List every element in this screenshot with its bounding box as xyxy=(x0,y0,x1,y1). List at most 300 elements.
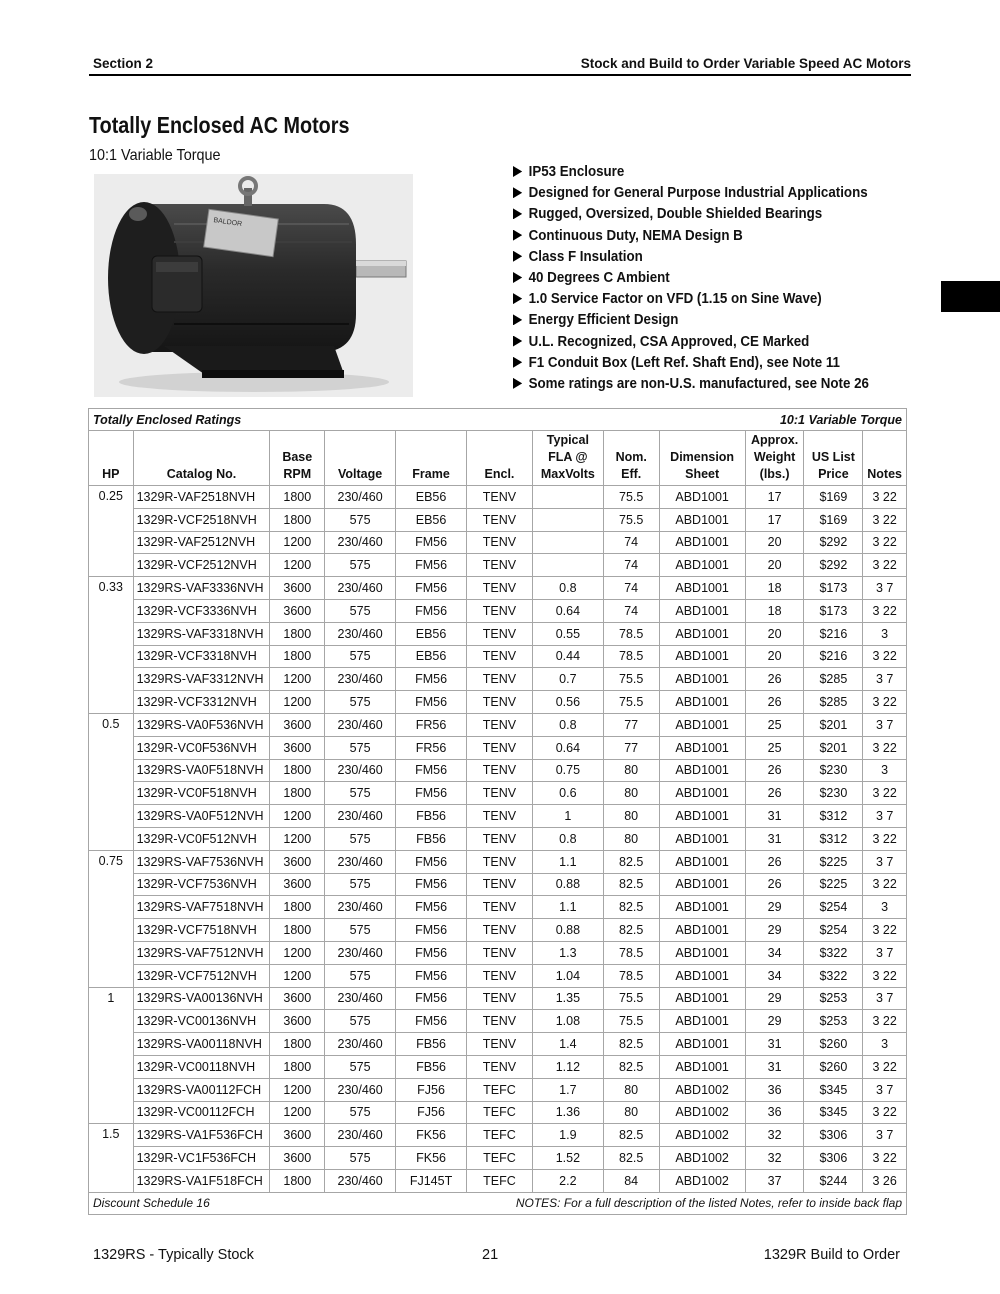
table-cell: ABD1001 xyxy=(659,919,745,942)
table-cell: ABD1001 xyxy=(659,508,745,531)
table-cell: 1800 xyxy=(270,896,325,919)
table-cell xyxy=(532,531,603,554)
table-cell: 3600 xyxy=(270,736,325,759)
table-cell: 3600 xyxy=(270,873,325,896)
feature-item: 1.0 Service Factor on VFD (1.15 on Sine Wave) xyxy=(513,289,869,310)
table-cell: ABD1001 xyxy=(659,873,745,896)
table-cell: $253 xyxy=(804,987,863,1010)
feature-item: F1 Conduit Box (Left Ref. Shaft End), see Note 11 xyxy=(513,353,869,374)
table-cell: 1329R-VAF2512NVH xyxy=(133,531,270,554)
table-cell: $244 xyxy=(804,1169,863,1192)
table-cell: 31 xyxy=(745,1033,804,1056)
table-cell: 17 xyxy=(745,508,804,531)
table-cell: 3600 xyxy=(270,713,325,736)
table-cell: 1800 xyxy=(270,1055,325,1078)
table-row xyxy=(89,645,907,668)
table-body xyxy=(89,486,907,1193)
table-cell: 1329R-VCF2518NVH xyxy=(133,508,270,531)
table-cell: 82.5 xyxy=(603,1147,659,1170)
table-cell: 31 xyxy=(745,827,804,850)
table-cell: 1800 xyxy=(270,1033,325,1056)
table-cell: 77 xyxy=(603,713,659,736)
table-cell: 1.4 xyxy=(532,1033,603,1056)
table-cell: 1329RS-VA1F518FCH xyxy=(133,1169,270,1192)
table-cell: 18 xyxy=(745,599,804,622)
table-cell: 0.56 xyxy=(532,691,603,714)
table-row xyxy=(89,850,907,873)
table-cell: 32 xyxy=(745,1147,804,1170)
table-cell: 1.1 xyxy=(532,896,603,919)
table-cell: ABD1001 xyxy=(659,805,745,828)
table-cell: ABD1001 xyxy=(659,782,745,805)
table-cell: 80 xyxy=(603,759,659,782)
column-header: Encl. xyxy=(467,431,533,486)
table-cell: $201 xyxy=(804,736,863,759)
table-row xyxy=(89,713,907,736)
table-cell: TENV xyxy=(467,987,533,1010)
table-cell: FM56 xyxy=(396,554,467,577)
table-row xyxy=(89,919,907,942)
table-cell: TENV xyxy=(467,919,533,942)
table-cell: 74 xyxy=(603,577,659,600)
feature-item: 40 Degrees C Ambient xyxy=(513,268,869,289)
table-footer-row xyxy=(89,1192,907,1214)
table-cell: 230/460 xyxy=(325,486,396,509)
table-cell: FM56 xyxy=(396,599,467,622)
column-header: Voltage xyxy=(325,431,396,486)
table-cell: EB56 xyxy=(396,486,467,509)
column-header: Nom. Eff. xyxy=(603,431,659,486)
table-cell: 1200 xyxy=(270,964,325,987)
table-cell: 80 xyxy=(603,827,659,850)
table-cell: 78.5 xyxy=(603,645,659,668)
table-cell: 1329RS-VA00118NVH xyxy=(133,1033,270,1056)
table-cell: 1200 xyxy=(270,1101,325,1124)
table-row xyxy=(89,622,907,645)
table-row xyxy=(89,1124,907,1147)
ratings-table xyxy=(88,408,907,1215)
table-cell: 230/460 xyxy=(325,1078,396,1101)
table-cell: 1329R-VCF3336NVH xyxy=(133,599,270,622)
table-row xyxy=(89,736,907,759)
table-cell: 575 xyxy=(325,645,396,668)
table-cell: 1.9 xyxy=(532,1124,603,1147)
table-cell: 20 xyxy=(745,531,804,554)
table-cell: FR56 xyxy=(396,736,467,759)
bullet-icon xyxy=(513,208,522,219)
table-cell: 1329RS-VA00112FCH xyxy=(133,1078,270,1101)
table-cell: 1329RS-VA0F518NVH xyxy=(133,759,270,782)
table-cell: 230/460 xyxy=(325,1033,396,1056)
table-cell: 3 7 xyxy=(863,668,907,691)
table-cell: 75.5 xyxy=(603,987,659,1010)
table-row xyxy=(89,1147,907,1170)
table-cell: $216 xyxy=(804,645,863,668)
table-cell: TENV xyxy=(467,759,533,782)
table-cell: $322 xyxy=(804,964,863,987)
section-label: Section 2 xyxy=(93,56,154,71)
table-cell: 1329R-VCF7536NVH xyxy=(133,873,270,896)
notes-reference: NOTES: For a full description of the listed Notes, refer to inside back flap xyxy=(515,1196,902,1211)
column-header: Catalog No. xyxy=(133,431,270,486)
table-cell: TEFC xyxy=(467,1078,533,1101)
table-cell: TENV xyxy=(467,531,533,554)
table-cell: 1329R-VCF7512NVH xyxy=(133,964,270,987)
table-cell: 84 xyxy=(603,1169,659,1192)
table-cell: FJ56 xyxy=(396,1101,467,1124)
table-cell: 1200 xyxy=(270,691,325,714)
page-title: Totally Enclosed AC Motors xyxy=(89,112,350,138)
table-cell: 3 7 xyxy=(863,1124,907,1147)
table-cell: $260 xyxy=(804,1033,863,1056)
table-cell: ABD1001 xyxy=(659,645,745,668)
table-cell: 0.55 xyxy=(532,622,603,645)
table-cell: ABD1001 xyxy=(659,1033,745,1056)
table-cell: 230/460 xyxy=(325,668,396,691)
feature-item: Continuous Duty, NEMA Design B xyxy=(513,226,869,247)
table-row xyxy=(89,1101,907,1124)
table-cell: 82.5 xyxy=(603,1055,659,1078)
table-cell: TENV xyxy=(467,713,533,736)
table-cell: 1329RS-VA0F536NVH xyxy=(133,713,270,736)
table-cell: 31 xyxy=(745,805,804,828)
table-cell: FR56 xyxy=(396,713,467,736)
table-cell: 26 xyxy=(745,759,804,782)
bullet-icon xyxy=(513,251,522,262)
table-row xyxy=(89,805,907,828)
table-cell: 575 xyxy=(325,736,396,759)
table-cell: 1800 xyxy=(270,622,325,645)
table-cell: 3 7 xyxy=(863,850,907,873)
table-cell: 3 xyxy=(863,759,907,782)
table-cell: TENV xyxy=(467,941,533,964)
table-cell: FM56 xyxy=(396,850,467,873)
table-cell: 0.8 xyxy=(532,827,603,850)
table-cell: 80 xyxy=(603,1101,659,1124)
table-cell: FK56 xyxy=(396,1124,467,1147)
table-cell: 1800 xyxy=(270,1169,325,1192)
table-cell: 78.5 xyxy=(603,941,659,964)
table-cell: ABD1001 xyxy=(659,941,745,964)
table-cell: FJ145T xyxy=(396,1169,467,1192)
table-cell: FB56 xyxy=(396,827,467,850)
table-cell: 18 xyxy=(745,577,804,600)
motor-illustration xyxy=(94,174,413,397)
table-cell: 3 22 xyxy=(863,486,907,509)
table-cell: 1200 xyxy=(270,554,325,577)
table-cell: 575 xyxy=(325,1101,396,1124)
table-cell: ABD1001 xyxy=(659,691,745,714)
table-cell: 1329R-VCF2512NVH xyxy=(133,554,270,577)
table-cell: 78.5 xyxy=(603,622,659,645)
table-cell: 32 xyxy=(745,1124,804,1147)
table-row xyxy=(89,1010,907,1033)
table-cell: 1329R-VC0F518NVH xyxy=(133,782,270,805)
table-cell: 3 22 xyxy=(863,554,907,577)
table-cell: FM56 xyxy=(396,759,467,782)
table-cell: $230 xyxy=(804,759,863,782)
table-cell: TENV xyxy=(467,645,533,668)
table-cell: 3 7 xyxy=(863,713,907,736)
column-header: Dimension Sheet xyxy=(659,431,745,486)
table-cell xyxy=(532,508,603,531)
table-cell: 1800 xyxy=(270,759,325,782)
table-cell: 3600 xyxy=(270,987,325,1010)
table-cell: 20 xyxy=(745,645,804,668)
table-cell: FM56 xyxy=(396,668,467,691)
bullet-icon xyxy=(513,272,522,283)
table-cell: $292 xyxy=(804,531,863,554)
table-cell: 3600 xyxy=(270,1010,325,1033)
table-cell: 230/460 xyxy=(325,941,396,964)
table-cell: ABD1001 xyxy=(659,759,745,782)
table-header-row xyxy=(89,431,907,486)
table-cell: TENV xyxy=(467,554,533,577)
table-cell: FK56 xyxy=(396,1147,467,1170)
table-cell: 26 xyxy=(745,850,804,873)
table-cell: ABD1001 xyxy=(659,850,745,873)
table-cell: 0.64 xyxy=(532,736,603,759)
table-cell: ABD1001 xyxy=(659,736,745,759)
table-cell: FB56 xyxy=(396,1033,467,1056)
table-cell: 3 7 xyxy=(863,577,907,600)
table-cell: ABD1002 xyxy=(659,1078,745,1101)
table-cell: 3 22 xyxy=(863,1010,907,1033)
table-cell: TENV xyxy=(467,896,533,919)
table-cell: 230/460 xyxy=(325,713,396,736)
table-cell: $254 xyxy=(804,919,863,942)
table-cell: 1329RS-VAF7512NVH xyxy=(133,941,270,964)
table-row xyxy=(89,759,907,782)
table-cell: 1.36 xyxy=(532,1101,603,1124)
table-cell: 1329R-VC00136NVH xyxy=(133,1010,270,1033)
table-row xyxy=(89,577,907,600)
table-cell: 575 xyxy=(325,782,396,805)
table-cell: 575 xyxy=(325,827,396,850)
table-cell: $230 xyxy=(804,782,863,805)
table-row xyxy=(89,1078,907,1101)
table-cell: TENV xyxy=(467,622,533,645)
table-cell: 230/460 xyxy=(325,896,396,919)
table-cell: 1329RS-VA1F536FCH xyxy=(133,1124,270,1147)
table-cell: 2.2 xyxy=(532,1169,603,1192)
table-cell: ABD1001 xyxy=(659,1010,745,1033)
table-caption-row xyxy=(89,409,907,431)
table-cell: $254 xyxy=(804,896,863,919)
table-cell: TENV xyxy=(467,782,533,805)
table-cell: 3600 xyxy=(270,1147,325,1170)
table-cell: 3 xyxy=(863,1033,907,1056)
table-cell: 575 xyxy=(325,964,396,987)
table-cell: 1800 xyxy=(270,782,325,805)
table-cell: 3 22 xyxy=(863,782,907,805)
column-header: Typical FLA @ MaxVolts xyxy=(532,431,603,486)
hp-cell: 0.33 xyxy=(89,577,134,714)
table-cell: TENV xyxy=(467,1055,533,1078)
column-header: Notes xyxy=(863,431,907,486)
table-cell: 0.44 xyxy=(532,645,603,668)
table-cell: FB56 xyxy=(396,805,467,828)
table-cell: 1329R-VCF3312NVH xyxy=(133,691,270,714)
table-row xyxy=(89,1055,907,1078)
section-title: Stock and Build to Order Variable Speed AC Motors xyxy=(580,56,911,71)
table-cell: TENV xyxy=(467,691,533,714)
table-cell: $345 xyxy=(804,1078,863,1101)
table-cell: FM56 xyxy=(396,1010,467,1033)
table-cell: 26 xyxy=(745,782,804,805)
table-cell: 75.5 xyxy=(603,691,659,714)
table-cell: ABD1001 xyxy=(659,554,745,577)
page-subtitle: 10:1 Variable Torque xyxy=(89,147,221,164)
table-cell: 3 22 xyxy=(863,1147,907,1170)
table-cell: 3 7 xyxy=(863,941,907,964)
table-cell: 34 xyxy=(745,941,804,964)
table-cell: 75.5 xyxy=(603,668,659,691)
table-row xyxy=(89,1033,907,1056)
table-cell: 74 xyxy=(603,531,659,554)
table-cell: 575 xyxy=(325,873,396,896)
page-number: 21 xyxy=(482,1247,499,1263)
table-cell: TENV xyxy=(467,850,533,873)
table-cell: 230/460 xyxy=(325,850,396,873)
table-cell: 575 xyxy=(325,1055,396,1078)
table-cell: 575 xyxy=(325,554,396,577)
table-cell: 75.5 xyxy=(603,1010,659,1033)
table-cell: $306 xyxy=(804,1147,863,1170)
table-cell: 80 xyxy=(603,1078,659,1101)
table-cell: $173 xyxy=(804,577,863,600)
table-cell: ABD1001 xyxy=(659,896,745,919)
table-cell: 3600 xyxy=(270,577,325,600)
bullet-icon xyxy=(513,336,522,347)
table-cell: FM56 xyxy=(396,782,467,805)
table-cell: 1329R-VC0F536NVH xyxy=(133,736,270,759)
table-cell: 82.5 xyxy=(603,850,659,873)
table-cell: 230/460 xyxy=(325,1124,396,1147)
footer-stock-label: 1329RS - Typically Stock xyxy=(93,1247,254,1263)
table-cell: 1329R-VAF2518NVH xyxy=(133,486,270,509)
table-cell: 3 22 xyxy=(863,964,907,987)
table-cell: 3 22 xyxy=(863,736,907,759)
bullet-icon xyxy=(513,378,522,389)
table-cell: 29 xyxy=(745,919,804,942)
table-cell: TENV xyxy=(467,486,533,509)
table-cell: 75.5 xyxy=(603,508,659,531)
table-cell: 20 xyxy=(745,554,804,577)
table-cell: 3 22 xyxy=(863,531,907,554)
table-cell: FJ56 xyxy=(396,1078,467,1101)
feature-item: Some ratings are non-U.S. manufactured, see Note 26 xyxy=(513,374,869,395)
table-cell: ABD1002 xyxy=(659,1124,745,1147)
table-cell: 1.35 xyxy=(532,987,603,1010)
hp-cell: 0.5 xyxy=(89,713,134,850)
table-cell: ABD1001 xyxy=(659,1055,745,1078)
table-cell: 1.08 xyxy=(532,1010,603,1033)
table-cell: TENV xyxy=(467,964,533,987)
table-cell: 3 7 xyxy=(863,805,907,828)
footer-build-label: 1329R Build to Order xyxy=(763,1247,900,1263)
table-cell: $285 xyxy=(804,691,863,714)
table-cell: FM56 xyxy=(396,577,467,600)
table-cell: 82.5 xyxy=(603,896,659,919)
table-cell: EB56 xyxy=(396,645,467,668)
table-cell: 0.88 xyxy=(532,873,603,896)
table-cell: 1200 xyxy=(270,1078,325,1101)
table-cell: 74 xyxy=(603,599,659,622)
bullet-icon xyxy=(513,230,522,241)
table-cell xyxy=(532,554,603,577)
table-cell: TEFC xyxy=(467,1169,533,1192)
column-header: Frame xyxy=(396,431,467,486)
discount-schedule: Discount Schedule 16 xyxy=(93,1196,210,1211)
column-header: HP xyxy=(89,431,134,486)
table-cell: 80 xyxy=(603,782,659,805)
table-cell: TENV xyxy=(467,508,533,531)
column-header: Base RPM xyxy=(270,431,325,486)
table-cell: 3 xyxy=(863,622,907,645)
page-header xyxy=(89,54,911,76)
table-cell: 1800 xyxy=(270,486,325,509)
table-cell: 3 26 xyxy=(863,1169,907,1192)
table-cell: 1329R-VC00112FCH xyxy=(133,1101,270,1124)
table-cell: 575 xyxy=(325,1010,396,1033)
table-cell: 29 xyxy=(745,1010,804,1033)
table-cell: ABD1001 xyxy=(659,668,745,691)
table-cell: 575 xyxy=(325,919,396,942)
table-cell: $201 xyxy=(804,713,863,736)
table-cell: 230/460 xyxy=(325,759,396,782)
table-cell: TENV xyxy=(467,599,533,622)
table-cell: TENV xyxy=(467,805,533,828)
table-cell: 3 22 xyxy=(863,645,907,668)
table-torque-label: 10:1 Variable Torque xyxy=(779,412,902,427)
table-cell: $169 xyxy=(804,508,863,531)
table-cell: 75.5 xyxy=(603,486,659,509)
table-cell: TENV xyxy=(467,736,533,759)
table-cell: $312 xyxy=(804,805,863,828)
table-cell: 1329RS-VAF3318NVH xyxy=(133,622,270,645)
table-row xyxy=(89,827,907,850)
table-cell: 3 22 xyxy=(863,919,907,942)
table-cell: FM56 xyxy=(396,964,467,987)
table-row xyxy=(89,531,907,554)
table-caption: Totally Enclosed Ratings xyxy=(93,412,242,427)
table-cell: EB56 xyxy=(396,622,467,645)
table-cell: TEFC xyxy=(467,1124,533,1147)
table-cell: 3 7 xyxy=(863,1078,907,1101)
table-cell: 1.1 xyxy=(532,850,603,873)
table-cell: 1329R-VCF7518NVH xyxy=(133,919,270,942)
table-cell: $345 xyxy=(804,1101,863,1124)
table-cell: 230/460 xyxy=(325,805,396,828)
section-edge-tab xyxy=(941,281,1000,312)
table-cell: TENV xyxy=(467,668,533,691)
table-cell: ABD1001 xyxy=(659,599,745,622)
table-cell: TENV xyxy=(467,577,533,600)
table-row xyxy=(89,508,907,531)
table-row xyxy=(89,987,907,1010)
table-cell: 0.88 xyxy=(532,919,603,942)
table-cell: $225 xyxy=(804,873,863,896)
table-cell: 230/460 xyxy=(325,987,396,1010)
table-cell: 1800 xyxy=(270,645,325,668)
table-cell: 77 xyxy=(603,736,659,759)
table-cell: 1329R-VC00118NVH xyxy=(133,1055,270,1078)
bullet-icon xyxy=(513,293,522,304)
table-cell: 78.5 xyxy=(603,964,659,987)
table-cell: 3600 xyxy=(270,599,325,622)
table-cell: 3600 xyxy=(270,1124,325,1147)
